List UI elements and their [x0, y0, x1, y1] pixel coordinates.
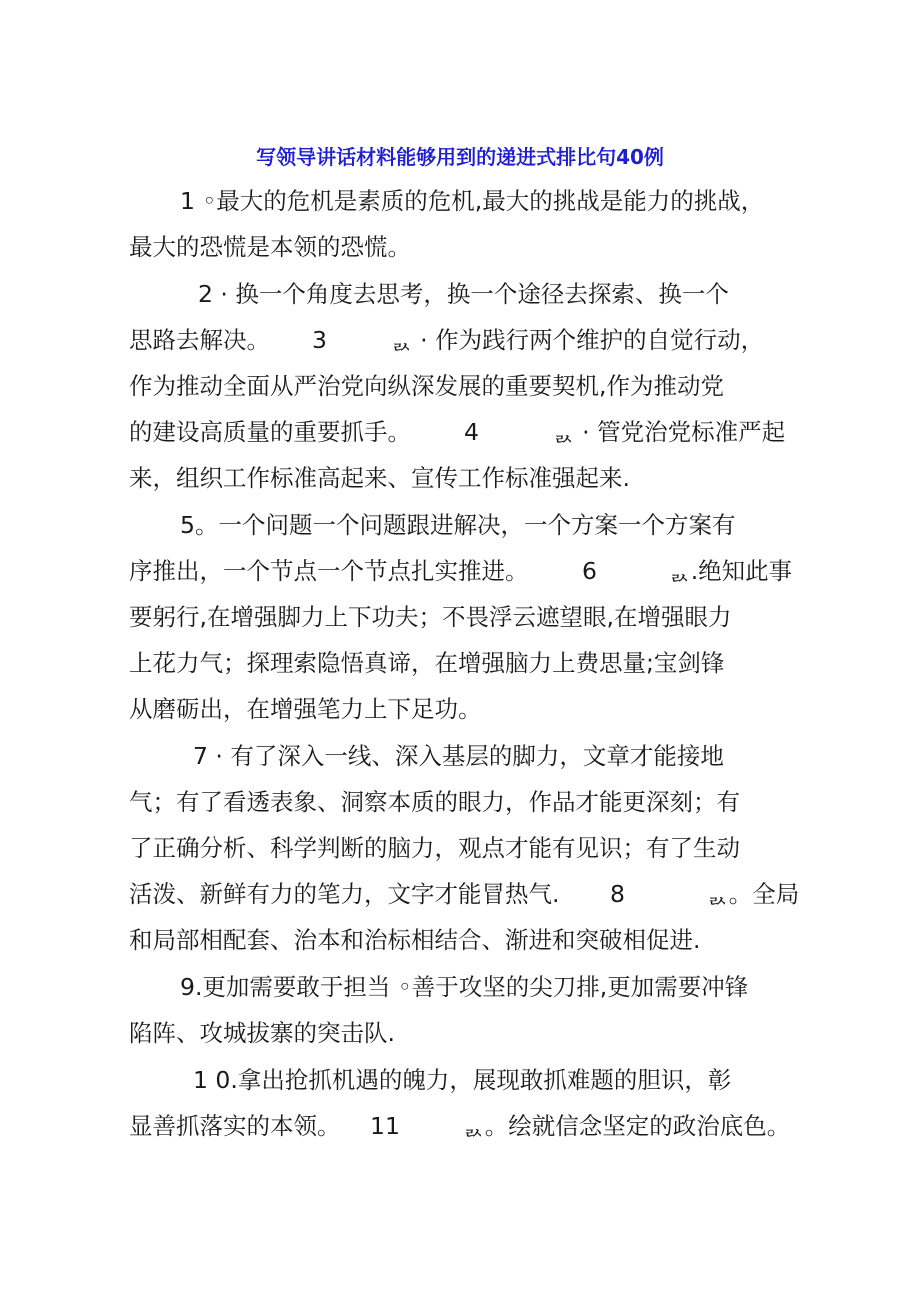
text-line: 作为推动全面从严治党向纵深发展的重要契机,作为推动党 — [129, 372, 724, 400]
text-line: ᆳ.绝知此事 — [668, 557, 793, 585]
text-line: 9.更加需要敢于担当 ◦善于攻坚的尖刀排,更加需要冲锋 — [180, 973, 749, 1001]
text-line: 思路去解决。 — [129, 326, 270, 354]
text-line: 6 — [582, 557, 597, 585]
text-line: 显善抓落实的本领。 — [129, 1112, 341, 1140]
text-line: 3 — [312, 326, 327, 354]
document-title: 写领导讲话材料能够用到的递进式排比句40例 — [256, 145, 664, 169]
text-line: 和局部相配套、治本和治标相结合、渐进和突破相促进. — [129, 926, 701, 954]
text-line: 上花力气；探理索隐悟真谛，在增强脑力上费思量;宝剑锋 — [129, 649, 725, 677]
text-line: 的建设高质量的重要抓手。 — [129, 418, 411, 446]
text-line: 来，组织工作标准高起来、宣传工作标准强起来. — [129, 464, 630, 492]
text-line: ᆳ · 作为践行两个维护的自觉行动， — [390, 326, 765, 354]
text-line: 5。一个问题一个问题跟进解决，一个方案一个方案有 — [180, 511, 736, 539]
text-line: 陷阵、攻城拔寨的突击队. — [129, 1019, 395, 1047]
text-line: ᆳ。绘就信念坚定的政治底色。 — [462, 1112, 791, 1140]
text-line: 4 — [464, 418, 479, 446]
text-line: 了正确分析、科学判断的脑力，观点才能有见识；有了生动 — [129, 834, 740, 862]
text-line: 11 — [370, 1112, 400, 1140]
text-line: 序推出，一个节点一个节点扎实推进。 — [129, 557, 529, 585]
text-line: 2 · 换一个角度去思考，换一个途径去探索、换一个 — [198, 280, 729, 308]
text-line: 要躬行,在增强脚力上下功夫；不畏浮云遮望眼,在增强眼力 — [129, 603, 732, 631]
text-line: 8 — [610, 880, 625, 908]
text-line: ᆳ。全局 — [706, 880, 800, 908]
text-line: 活泼、新鲜有力的笔力，文字才能冒热气. — [129, 880, 560, 908]
text-line: 气；有了看透表象、洞察本质的眼力，作品才能更深刻；有 — [129, 788, 740, 816]
text-line: 最大的恐慌是本领的恐慌。 — [129, 233, 411, 261]
text-line: 1 0.拿出抢抓机遇的魄力，展现敢抓难题的胆识，彰 — [193, 1066, 732, 1094]
text-line: ᆳ · 管党治党标准严起 — [552, 418, 786, 446]
text-line: 7 · 有了深入一线、深入基层的脚力，文章才能接地 — [193, 742, 724, 770]
text-line: 从磨砺出，在增强笔力上下足功。 — [129, 695, 482, 723]
text-line: 1 ◦最大的危机是素质的危机,最大的挑战是能力的挑战， — [180, 187, 765, 215]
